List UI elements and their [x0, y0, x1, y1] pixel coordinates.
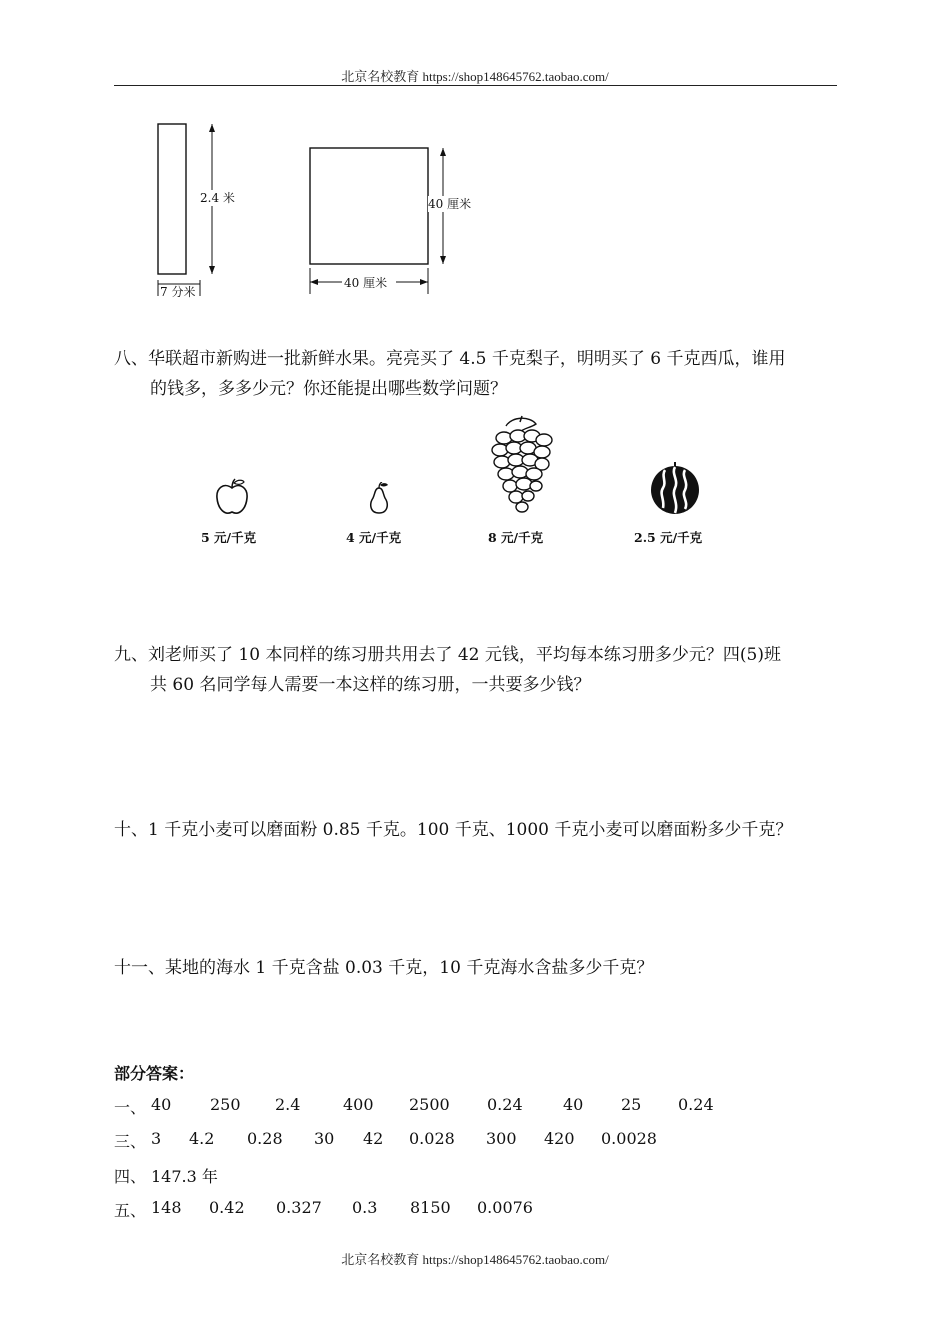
answer-value: 8150: [410, 1198, 451, 1217]
apple-price: 5 元/千克: [201, 530, 257, 545]
pear-price: 4 元/千克: [346, 530, 402, 545]
answer-value: 0.327: [276, 1198, 322, 1217]
answer-value: 2.4: [275, 1095, 301, 1114]
header-rule: [114, 85, 837, 86]
answer-value: 2500: [409, 1095, 450, 1114]
apple-icon: [214, 478, 250, 518]
question-11: [114, 953, 653, 983]
grapes-icon: [486, 414, 558, 514]
page-header: 北京名校教育 https://shop148645762.taobao.com/: [341, 69, 609, 84]
answer-value: 40: [151, 1095, 172, 1114]
rectangle-figures: [140, 112, 500, 302]
rect1-width-label: 7 分米: [160, 285, 196, 299]
grapes-price: 8 元/千克: [488, 530, 544, 545]
rect2-height-label: 40 厘米: [428, 197, 472, 211]
answer-value: 420: [544, 1129, 575, 1148]
pear-icon: [366, 482, 392, 516]
answer-value: 0.24: [678, 1095, 714, 1114]
question-10-line-1: 十、1 千克小麦可以磨面粉 0.85 千克。100 千克、1000 千克小麦可以磨面粉多少千克？: [114, 820, 793, 840]
answer-value: 0.28: [247, 1129, 283, 1148]
answer-row-1-label: 一、: [114, 1098, 147, 1117]
question-8-line-2: 的钱多，多多少元？你还能提出哪些数学问题？: [150, 379, 507, 399]
answer-value: 30: [314, 1129, 335, 1148]
answer-value: 0.3: [352, 1198, 378, 1217]
answer-value: 3: [151, 1129, 162, 1148]
answer-value: 42: [363, 1129, 384, 1148]
question-8-line-1: 八、华联超市新购进一批新鲜水果。亮亮买了 4.5 千克梨子，明明买了 6 千克西瓜，谁用: [114, 349, 786, 369]
answer-value: 300: [486, 1129, 517, 1148]
page-footer: 北京名校教育 https://shop148645762.taobao.com/: [341, 1252, 609, 1267]
answers-title: 部分答案：: [114, 1064, 195, 1083]
answer-value: 0.028: [409, 1129, 455, 1148]
answer-value: 147.3 年: [151, 1167, 218, 1186]
question-9-line-2: 共 60 名同学每人需要一本这样的练习册，一共要多少钱？: [150, 675, 591, 695]
answer-row-4-label: 四、: [114, 1167, 147, 1186]
watermelon-icon: [648, 462, 702, 516]
answer-value: 0.0028: [601, 1129, 657, 1148]
tall-rectangle: [158, 124, 186, 274]
answer-value: 148: [151, 1198, 182, 1217]
answer-value: 0.24: [487, 1095, 523, 1114]
question-11-line-1: 十一、某地的海水 1 千克含盐 0.03 千克，10 千克海水含盐多少千克？: [114, 958, 654, 978]
question-10: [114, 815, 792, 845]
answer-row-3-label: 三、: [114, 1132, 147, 1151]
question-9-line-1: 九、刘老师买了 10 本同样的练习册共用去了 42 元钱，平均每本练习册多少元？四(5)班: [114, 645, 781, 665]
answer-value: 0.0076: [477, 1198, 533, 1217]
square-rectangle: [310, 148, 428, 264]
rect2-width-label: 40 厘米: [344, 276, 388, 290]
watermelon-price: 2.5 元/千克: [634, 530, 703, 545]
rect1-height-label: 2.4 米: [200, 191, 235, 205]
answer-value: 25: [621, 1095, 642, 1114]
answer-value: 0.42: [209, 1198, 245, 1217]
answer-row-5-label: 五、: [114, 1201, 147, 1220]
answer-value: 400: [343, 1095, 374, 1114]
question-8: [114, 344, 785, 404]
answer-value: 4.2: [189, 1129, 215, 1148]
question-9: [114, 640, 781, 700]
answer-value: 250: [210, 1095, 241, 1114]
answer-value: 40: [563, 1095, 584, 1114]
